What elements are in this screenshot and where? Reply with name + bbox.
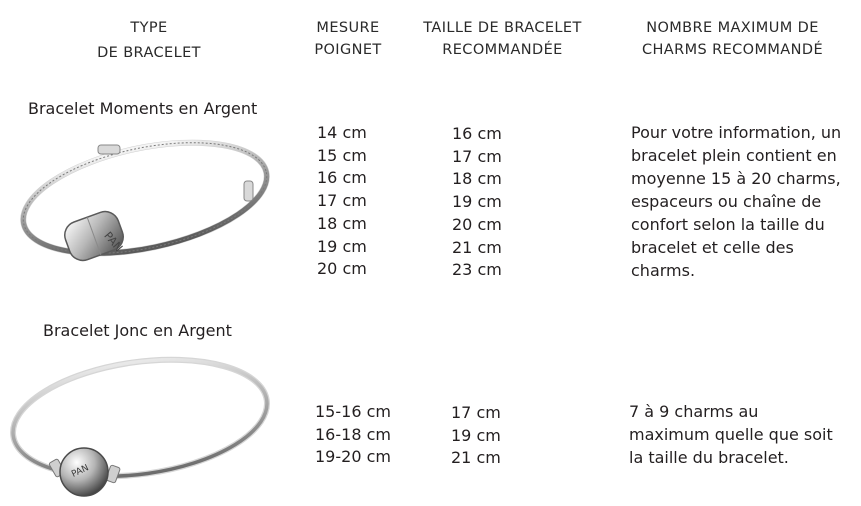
size-list-moments: [452, 123, 502, 282]
charms-note-jonc: [629, 400, 833, 469]
size-value: 19 cm: [451, 425, 501, 445]
size-value: 23 cm: [452, 260, 502, 280]
wrist-value: 14 cm: [317, 123, 367, 142]
size-list-jonc: [451, 402, 501, 470]
svg-text:PAN: PAN: [70, 463, 91, 480]
size-value: 17 cm: [451, 403, 501, 422]
header-charms: [620, 17, 845, 61]
wrist-value: 15 cm: [317, 145, 367, 165]
wrist-value: 17 cm: [317, 191, 367, 211]
note-line: moyenne 15 à 20 charms,: [631, 169, 841, 188]
header-wrist: [298, 17, 398, 61]
header-type-line2: DE BRACELET: [97, 45, 201, 61]
header-charms-line2: CHARMS RECOMMANDÉ: [641, 42, 824, 58]
svg-text:PAN: PAN: [101, 229, 126, 255]
header-type-line1: TYPE: [130, 20, 168, 36]
snake-chain-bracelet-image: [14, 128, 276, 268]
header-size-line1: TAILLE DE BRACELET: [423, 20, 582, 36]
size-value: 18 cm: [452, 169, 502, 189]
size-value: 21 cm: [452, 237, 502, 257]
note-line: confort selon la taille du: [631, 215, 825, 234]
wrist-value: 19-20 cm: [315, 447, 391, 467]
note-line: bracelet et celle des: [631, 238, 794, 257]
note-line: la taille du bracelet.: [629, 448, 789, 467]
wrist-value: 19 cm: [317, 236, 367, 256]
note-line: espaceurs ou chaîne de: [631, 192, 822, 211]
row-title-jonc: Bracelet Jonc en Argent: [43, 321, 232, 340]
header-wrist-line1: MESURE: [316, 20, 380, 36]
wrist-value: 16 cm: [317, 168, 367, 188]
size-value: 19 cm: [452, 192, 502, 212]
wrist-value: 15-16 cm: [315, 402, 391, 421]
wrist-value: 18 cm: [317, 213, 367, 233]
snake-chain-bracelet-icon: [14, 128, 276, 268]
wrist-list-jonc: [315, 401, 391, 469]
size-value: 20 cm: [452, 214, 502, 234]
note-line: charms.: [631, 261, 696, 280]
note-line: 7 à 9 charms au: [629, 402, 759, 421]
wrist-list-moments: [317, 122, 367, 281]
wrist-value: 16-18 cm: [315, 424, 391, 444]
header-size: [410, 17, 595, 61]
wrist-value: 20 cm: [317, 259, 367, 279]
size-value: 21 cm: [451, 448, 501, 468]
header-wrist-line2: POIGNET: [314, 42, 382, 58]
charms-note-moments: [631, 121, 841, 282]
bangle-bracelet-image: [4, 348, 274, 502]
bangle-bracelet-icon: [4, 348, 274, 502]
header-charms-line1: NOMBRE MAXIMUM DE: [646, 20, 819, 36]
note-line: bracelet plein contient en: [631, 146, 837, 165]
size-value: 17 cm: [452, 146, 502, 166]
header-type: [84, 17, 214, 64]
note-line: Pour votre information, un: [631, 123, 842, 142]
size-value: 16 cm: [452, 124, 502, 143]
note-line: maximum quelle que soit: [629, 425, 833, 444]
header-size-line2: RECOMMANDÉE: [442, 42, 563, 58]
row-title-moments: Bracelet Moments en Argent: [28, 99, 258, 118]
